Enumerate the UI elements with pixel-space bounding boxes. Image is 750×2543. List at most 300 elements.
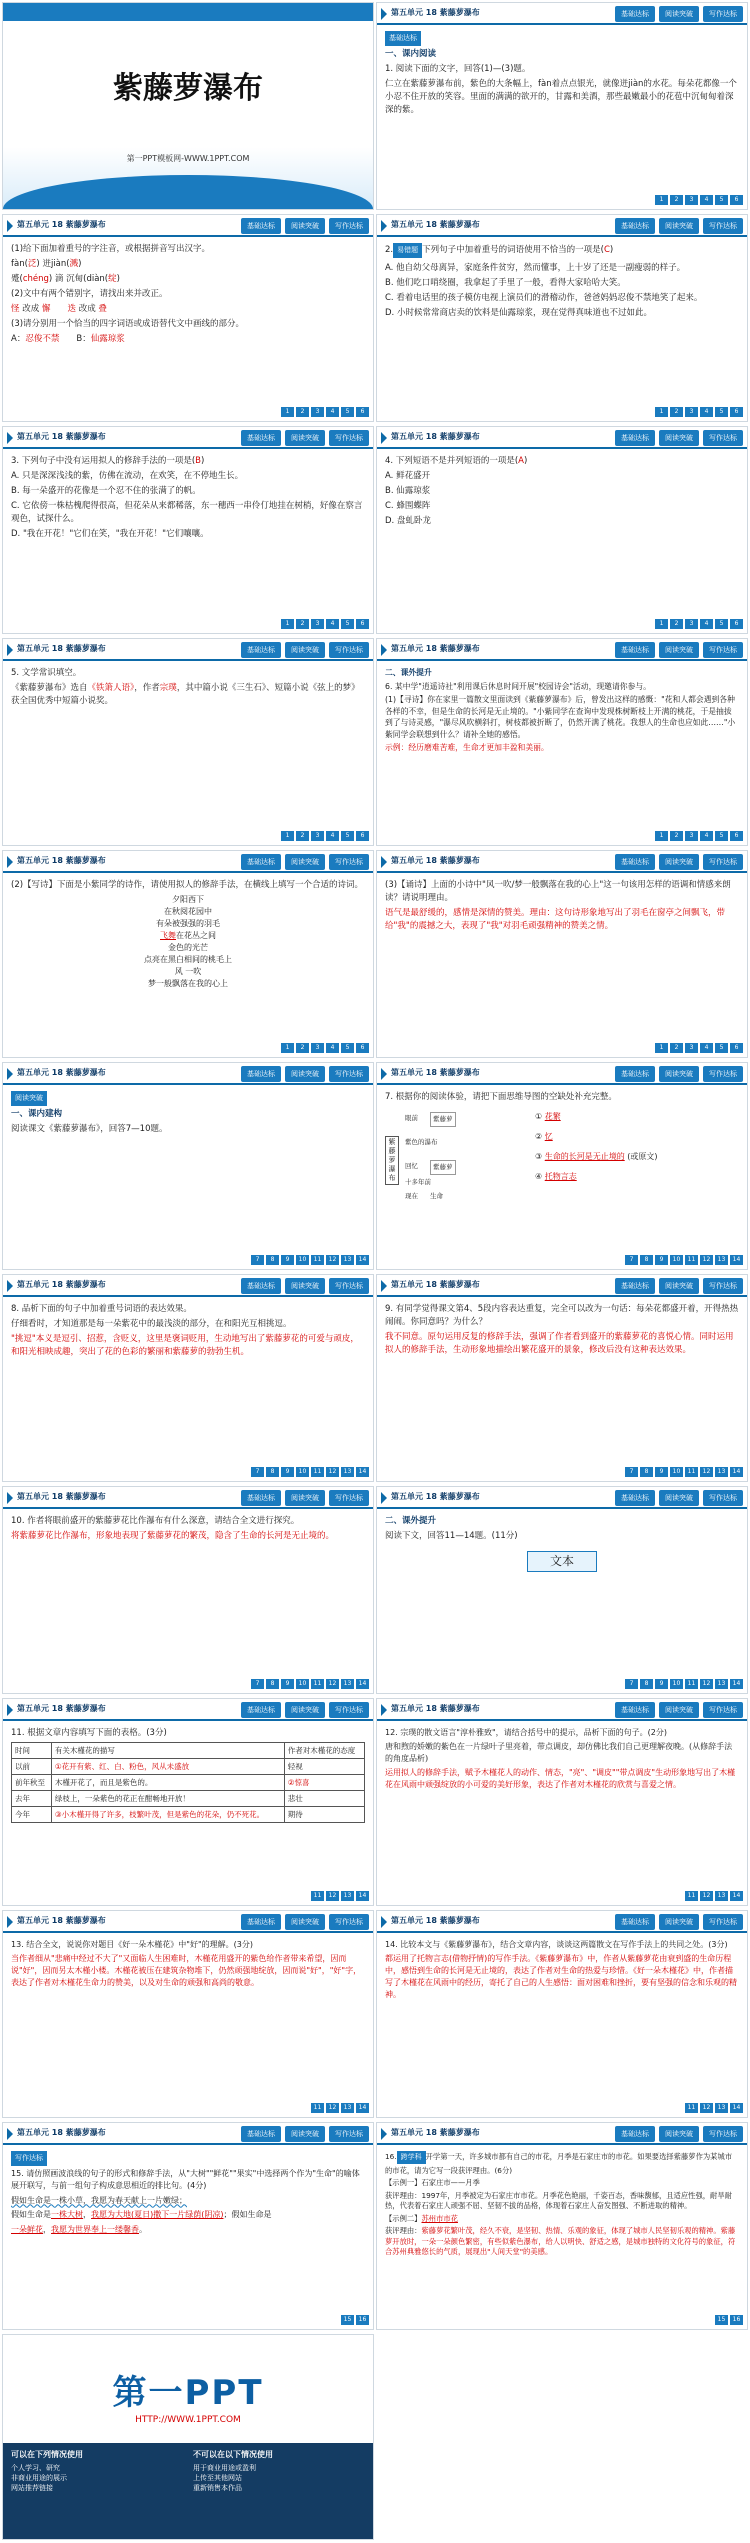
slide-header xyxy=(377,639,747,661)
page-link[interactable]: 4 xyxy=(326,619,339,629)
page-link[interactable]: 14 xyxy=(356,1891,369,1901)
page-link[interactable]: 12 xyxy=(326,1679,339,1689)
question-stem: 3. 下列句子中没有运用拟人的修辞手法的一项是(B) xyxy=(11,456,205,466)
answer-line: A：忍俊不禁 B：仙露琼浆 xyxy=(11,334,125,344)
page-link[interactable]: 9 xyxy=(655,1467,668,1477)
page-link[interactable]: 5 xyxy=(715,1043,728,1053)
page-link[interactable]: 8 xyxy=(266,1679,279,1689)
page-link[interactable]: 11 xyxy=(685,1467,698,1477)
page-link[interactable]: 12 xyxy=(700,1255,713,1265)
reading-button[interactable]: 阅读突破 xyxy=(659,854,699,870)
slide-9[interactable] xyxy=(2,850,374,1058)
answer: 泛 xyxy=(27,259,37,269)
slide-5[interactable] xyxy=(2,426,374,634)
slide-15[interactable] xyxy=(2,1486,374,1694)
page-link[interactable]: 2 xyxy=(296,619,309,629)
page-link[interactable]: 12 xyxy=(700,1679,713,1689)
play-icon xyxy=(381,1280,387,1292)
slide-18[interactable] xyxy=(376,1698,748,1906)
page-link[interactable]: 8 xyxy=(640,1255,653,1265)
page-link[interactable]: 9 xyxy=(281,1679,294,1689)
page-link[interactable]: 13 xyxy=(341,1255,354,1265)
slide-cover[interactable] xyxy=(2,2,374,210)
page-link[interactable]: 13 xyxy=(715,2103,728,2113)
page-link[interactable]: 1 xyxy=(281,1043,294,1053)
page-link[interactable]: 1 xyxy=(655,407,668,417)
slide-12[interactable] xyxy=(376,1062,748,1270)
page-link[interactable]: 10 xyxy=(296,1255,309,1265)
page-link[interactable]: 5 xyxy=(341,619,354,629)
page-link[interactable]: 7 xyxy=(251,1255,264,1265)
page-link[interactable]: 7 xyxy=(625,1467,638,1477)
page-link[interactable]: 6 xyxy=(730,195,743,205)
page-link[interactable]: 3 xyxy=(311,1043,324,1053)
page-link[interactable]: 4 xyxy=(700,407,713,417)
answer: 生命的长河是无止境的 xyxy=(544,1152,625,1161)
writing-button[interactable]: 写作达标 xyxy=(703,2126,743,2142)
question: 10. 作者将眼前盛开的紫藤萝花比作瀑布有什么深意，请结合全文进行探究。 xyxy=(11,1516,300,1526)
reading-button[interactable]: 阅读突破 xyxy=(659,1278,699,1294)
writing-button[interactable]: 写作达标 xyxy=(703,430,743,446)
page-link[interactable]: 10 xyxy=(670,1679,683,1689)
page-link[interactable]: 3 xyxy=(311,619,324,629)
page-link[interactable]: 3 xyxy=(685,195,698,205)
page-link[interactable]: 15 xyxy=(715,2315,728,2325)
page-link[interactable]: 10 xyxy=(296,1467,309,1477)
slide-header xyxy=(377,427,747,449)
slide-14[interactable] xyxy=(376,1274,748,1482)
play-icon xyxy=(381,432,387,444)
basic-button[interactable]: 基础达标 xyxy=(615,1914,655,1930)
question: 13. 结合全文，说说你对题目《好一朵木槿花》中"好"的理解。(3分) xyxy=(11,1940,253,1949)
answer: 飞舞 xyxy=(160,931,176,940)
page-link[interactable]: 1 xyxy=(281,831,294,841)
reading-button[interactable]: 阅读突破 xyxy=(659,1702,699,1718)
page-link[interactable]: 12 xyxy=(326,1891,339,1901)
basic-button[interactable]: 基础达标 xyxy=(615,1066,655,1082)
reading-button[interactable]: 阅读突破 xyxy=(659,1490,699,1506)
reading-button[interactable]: 阅读突破 xyxy=(285,218,325,234)
slide-end[interactable] xyxy=(2,2334,374,2540)
writing-button[interactable]: 写作达标 xyxy=(329,642,369,658)
page-link[interactable]: 4 xyxy=(326,831,339,841)
section-tag: 写作达标 xyxy=(11,2151,47,2166)
basic-button[interactable]: 基础达标 xyxy=(615,1490,655,1506)
page-link[interactable]: 9 xyxy=(655,1679,668,1689)
page-link[interactable]: 11 xyxy=(685,1255,698,1265)
page-link[interactable]: 7 xyxy=(251,1467,264,1477)
reading-button[interactable]: 阅读突破 xyxy=(285,1914,325,1930)
page-link[interactable]: 2 xyxy=(670,619,683,629)
basic-button[interactable]: 基础达标 xyxy=(241,642,281,658)
page-link[interactable]: 14 xyxy=(356,1679,369,1689)
reading-button[interactable]: 阅读突破 xyxy=(659,642,699,658)
page-link[interactable]: 2 xyxy=(670,195,683,205)
page-link[interactable]: 10 xyxy=(296,1679,309,1689)
play-icon xyxy=(7,220,13,232)
cover-subtitle: 第一PPT模板网-WWW.1PPT.COM xyxy=(126,154,250,163)
page-link[interactable]: 6 xyxy=(356,1043,369,1053)
page-link[interactable]: 1 xyxy=(281,407,294,417)
header-title: 第五单元 18 紫藤萝瀑布 xyxy=(17,1704,106,1713)
page-link[interactable]: 13 xyxy=(715,1255,728,1265)
slide-header xyxy=(377,1911,747,1933)
table-header: 时间 有关木槿花的描写 作者对木槿花的态度 xyxy=(12,1743,365,1759)
header-title: 第五单元 18 紫藤萝瀑布 xyxy=(17,432,106,441)
reading-button[interactable]: 阅读突破 xyxy=(659,430,699,446)
writing-button[interactable]: 写作达标 xyxy=(703,1702,743,1718)
page-link[interactable]: 13 xyxy=(715,1467,728,1477)
page-link[interactable]: 9 xyxy=(281,1255,294,1265)
question: 5. 文学常识填空。 xyxy=(11,668,82,678)
page-link[interactable]: 10 xyxy=(670,1255,683,1265)
page-link[interactable]: 11 xyxy=(311,1891,324,1901)
page-link[interactable]: 3 xyxy=(685,619,698,629)
writing-button[interactable]: 写作达标 xyxy=(329,1066,369,1082)
slide-17[interactable] xyxy=(2,1698,374,1906)
reading-button[interactable]: 阅读突破 xyxy=(285,1490,325,1506)
map-root: 紫藤萝瀑布 xyxy=(385,1136,399,1185)
page-link[interactable]: 3 xyxy=(685,407,698,417)
reading-button[interactable]: 阅读突破 xyxy=(659,2126,699,2142)
slide-header xyxy=(3,1063,373,1085)
answer: 都运用了托物言志(借物抒情)的写作手法。《紫藤萝瀑布》中，作者从紫藤萝花由衰到盛的生命历程中，感悟到生命的长河是无止境的，表达了作者对生命的热爱与珍惜。《好一朵木槿花》中，作者描写了木槿花在风雨中的经历，寄托了自己的人生感悟：面对困难和挫折，要有坚强的信念和乐观的精神。 xyxy=(385,1954,737,1999)
table-row: 去年 绿枝上，一朵紫色的花正在酣畅地开放！ 悲壮 xyxy=(12,1791,365,1807)
page-link[interactable]: 6 xyxy=(730,407,743,417)
writing-button[interactable]: 写作达标 xyxy=(329,854,369,870)
pager xyxy=(655,195,743,205)
answer: 示例：经历磨难苦难，生命才更加丰盈和美丽。 xyxy=(385,743,549,752)
basic-button[interactable]: 基础达标 xyxy=(615,218,655,234)
page-link[interactable]: 8 xyxy=(266,1467,279,1477)
slide-22[interactable] xyxy=(376,2122,748,2330)
play-icon xyxy=(7,1068,13,1080)
play-icon xyxy=(381,644,387,656)
header-title: 第五单元 18 紫藤萝瀑布 xyxy=(17,1916,106,1925)
page-link[interactable]: 14 xyxy=(356,2103,369,2113)
option-d: D. "我在开花！"它们在笑，"我在开花！"它们嚷嚷。 xyxy=(11,529,209,539)
page-link[interactable]: 16 xyxy=(356,2315,369,2325)
page-link[interactable]: 2 xyxy=(296,831,309,841)
usage-denied-title: 不可以在以下情况使用 xyxy=(193,2450,273,2459)
writing-button[interactable]: 写作达标 xyxy=(703,1278,743,1294)
question: 14. 比较本文与《紫藤萝瀑布》，结合文章内容，谈谈这两篇散文在写作手法上的共同之处。(3分) xyxy=(385,1940,728,1949)
basic-button[interactable]: 基础达标 xyxy=(615,2126,655,2142)
slide-16[interactable] xyxy=(376,1486,748,1694)
answer: 获评理由：紫藤萝花繁叶茂，经久不衰，是坚韧、热情、乐观的象征，体现了城市人民坚韧乐观的精神。紫藤萝开放时，一朵一朵颜色繁密，有些似紫色瀑布，给人以明快、舒适之感，是城市独特的文化符号的象征，符合苏州典雅悠长的气质，展现出"人间天堂"的美感。 xyxy=(385,2226,736,2256)
page-link[interactable]: 5 xyxy=(715,407,728,417)
pager xyxy=(251,1255,369,1265)
page-link[interactable]: 11 xyxy=(685,1891,698,1901)
page-link[interactable]: 13 xyxy=(341,1467,354,1477)
page-link[interactable]: 14 xyxy=(730,1679,743,1689)
page-link[interactable]: 12 xyxy=(326,2103,339,2113)
header-title: 第五单元 18 紫藤萝瀑布 xyxy=(391,1916,480,1925)
page-link[interactable]: 14 xyxy=(356,1255,369,1265)
option-c: C. 看着电话里的孩子模仿电视上演员们的滑稽动作，爸爸妈妈忍俊不禁地笑了起来。 xyxy=(385,293,703,303)
page-link[interactable]: 2 xyxy=(670,831,683,841)
question: (3)【诵诗】上面的小诗中"风一吹/梦一般飘落在我的心上"这一句该用怎样的语调和情感来朗读？请说明理由。 xyxy=(385,880,731,903)
page-link[interactable]: 2 xyxy=(670,407,683,417)
page-link[interactable]: 1 xyxy=(655,195,668,205)
slide-header xyxy=(3,1699,373,1721)
pager xyxy=(685,2103,743,2113)
page-link[interactable]: 5 xyxy=(715,619,728,629)
page-link[interactable]: 9 xyxy=(655,1255,668,1265)
question: 8. 品析下面的句子中加着重号词语的表达效果。 xyxy=(11,1304,192,1314)
example-sentence: 假如生命是一株小草，我愿为春天献上一片嫩绿； xyxy=(11,2195,187,2205)
page-link[interactable]: 13 xyxy=(341,1679,354,1689)
page-link[interactable]: 7 xyxy=(625,1255,638,1265)
answer: chéng xyxy=(22,274,49,284)
page-link[interactable]: 11 xyxy=(311,1679,324,1689)
basic-button[interactable]: 基础达标 xyxy=(241,1066,281,1082)
writing-button[interactable]: 写作达标 xyxy=(329,1914,369,1930)
pager xyxy=(281,407,369,417)
writing-button[interactable]: 写作达标 xyxy=(703,1490,743,1506)
reading-button[interactable]: 阅读突破 xyxy=(659,6,699,22)
header-title: 第五单元 18 紫藤萝瀑布 xyxy=(391,2128,480,2137)
page-link[interactable]: 11 xyxy=(685,1679,698,1689)
slide-19[interactable] xyxy=(2,1910,374,2118)
page-link[interactable]: 14 xyxy=(356,1467,369,1477)
page-link[interactable]: 11 xyxy=(311,2103,324,2113)
basic-button[interactable]: 基础达标 xyxy=(615,430,655,446)
page-link[interactable]: 6 xyxy=(730,1043,743,1053)
reading-button[interactable]: 阅读突破 xyxy=(285,642,325,658)
page-link[interactable]: 1 xyxy=(655,831,668,841)
instruction: (1)给下面加着重号的字注音，或根据拼音写出汉字。 xyxy=(11,244,211,254)
option-a: A. 鲜花盛开 xyxy=(385,471,431,481)
page-link[interactable]: 15 xyxy=(341,2315,354,2325)
page-link[interactable]: 9 xyxy=(281,1467,294,1477)
slide-header xyxy=(377,1275,747,1297)
basic-button[interactable]: 基础达标 xyxy=(241,1278,281,1294)
page-link[interactable]: 1 xyxy=(655,1043,668,1053)
pager xyxy=(625,1255,743,1265)
question: 16. 跨学科 开学第一天，许多城市都有自己的市花，月季是石家庄市的市花。如果要选择紫藤萝作为某城市的市花，请为它写一段获评理由。(6分) xyxy=(385,2152,733,2175)
page-link[interactable]: 6 xyxy=(730,831,743,841)
slide-8[interactable] xyxy=(376,638,748,846)
writing-button[interactable]: 写作达标 xyxy=(329,2126,369,2142)
page-link[interactable]: 14 xyxy=(730,1467,743,1477)
slide-10[interactable] xyxy=(376,850,748,1058)
reading-button[interactable]: 阅读突破 xyxy=(659,1066,699,1082)
page-link[interactable]: 5 xyxy=(715,831,728,841)
page-link[interactable]: 4 xyxy=(326,407,339,417)
pager xyxy=(655,831,743,841)
header-title: 第五单元 18 紫藤萝瀑布 xyxy=(391,1492,480,1501)
play-icon xyxy=(7,856,13,868)
page-link[interactable]: 13 xyxy=(715,1891,728,1901)
option-c: C. 蜂围蝶阵 xyxy=(385,501,431,511)
page-link[interactable]: 12 xyxy=(700,2103,713,2113)
option-d: D. 盘虬卧龙 xyxy=(385,516,431,526)
answer-line: 一朵鲜花，我愿为世界奉上一缕馨香。 xyxy=(11,2224,147,2234)
page-link[interactable]: 7 xyxy=(625,1679,638,1689)
page-link[interactable]: 1 xyxy=(655,619,668,629)
page-link[interactable]: 8 xyxy=(266,1255,279,1265)
basic-button[interactable]: 基础达标 xyxy=(241,218,281,234)
page-link[interactable]: 12 xyxy=(700,1891,713,1901)
reading-button[interactable]: 阅读突破 xyxy=(285,1702,325,1718)
section-heading: 二、课外提升 xyxy=(385,1516,437,1526)
page-link[interactable]: 3 xyxy=(685,1043,698,1053)
answer: 我不同意。原句运用反复的修辞手法，强调了作者看到盛开的紫藤萝花的喜悦心情。同时运用拟人的修辞手法，生动形象地描绘出繁花盛开的景象，修改后没有这种表达效果。 xyxy=(385,1332,734,1355)
page-link[interactable]: 14 xyxy=(730,1255,743,1265)
brand-url[interactable]: HTTP://WWW.1PPT.COM xyxy=(135,2415,241,2425)
slide-6[interactable] xyxy=(376,426,748,634)
slide-21[interactable] xyxy=(2,2122,374,2330)
writing-button[interactable]: 写作达标 xyxy=(703,854,743,870)
page-link[interactable]: 12 xyxy=(326,1255,339,1265)
header-title: 第五单元 18 紫藤萝瀑布 xyxy=(17,856,106,865)
pager xyxy=(281,831,369,841)
instruction: 阅读课文《紫藤萝瀑布》，回答7—10题。 xyxy=(11,1124,168,1134)
page-link[interactable]: 7 xyxy=(251,1679,264,1689)
basic-button[interactable]: 基础达标 xyxy=(615,1278,655,1294)
basic-button[interactable]: 基础达标 xyxy=(615,854,655,870)
reading-button[interactable]: 阅读突破 xyxy=(285,1066,325,1082)
basic-button[interactable]: 基础达标 xyxy=(241,2126,281,2142)
page-link[interactable]: 4 xyxy=(326,1043,339,1053)
page-link[interactable]: 6 xyxy=(730,619,743,629)
play-icon xyxy=(7,644,13,656)
slide-13[interactable] xyxy=(2,1274,374,1482)
slide-header xyxy=(3,215,373,237)
basic-button[interactable]: 基础达标 xyxy=(241,854,281,870)
question: 7. 根据你的阅读体验，请把下面思维导图的空缺处补充完整。 xyxy=(385,1092,617,1102)
page-link[interactable]: 12 xyxy=(326,1467,339,1477)
page-link[interactable]: 2 xyxy=(670,1043,683,1053)
fill-line: 《紫藤萝瀑布》选自《铁箫人语》，作者宗璞，其中篇小说《三生石》、短篇小说《弦上的梦》获全国优秀中短篇小说奖。 xyxy=(11,683,360,706)
page-link[interactable]: 2 xyxy=(296,1043,309,1053)
slide-header xyxy=(3,851,373,873)
page-link[interactable]: 10 xyxy=(670,1467,683,1477)
slide-header xyxy=(377,1699,747,1721)
basic-button[interactable]: 基础达标 xyxy=(615,1702,655,1718)
pager xyxy=(655,1043,743,1053)
slide-header xyxy=(377,851,747,873)
page-link[interactable]: 4 xyxy=(700,195,713,205)
page-link[interactable]: 1 xyxy=(281,619,294,629)
page-link[interactable]: 11 xyxy=(311,1467,324,1477)
basic-button[interactable]: 基础达标 xyxy=(615,6,655,22)
writing-button[interactable]: 写作达标 xyxy=(703,1914,743,1930)
pager xyxy=(625,1467,743,1477)
writing-button[interactable]: 写作达标 xyxy=(329,430,369,446)
page-link[interactable]: 2 xyxy=(296,407,309,417)
reading-button[interactable]: 阅读突破 xyxy=(285,2126,325,2142)
reading-button[interactable]: 阅读突破 xyxy=(285,430,325,446)
quote: 仔细看时，才知道那是每一朵紫花中的最浅淡的部分，在和阳光互相挑逗。 xyxy=(11,1319,292,1329)
page-link[interactable]: 8 xyxy=(640,1467,653,1477)
slide-4[interactable] xyxy=(376,214,748,422)
page-link[interactable]: 11 xyxy=(685,2103,698,2113)
page-link[interactable]: 3 xyxy=(685,831,698,841)
page-link[interactable]: 11 xyxy=(311,1255,324,1265)
page-link[interactable]: 5 xyxy=(341,831,354,841)
slide-20[interactable] xyxy=(376,1910,748,2118)
page-link[interactable]: 6 xyxy=(356,831,369,841)
page-link[interactable]: 6 xyxy=(356,619,369,629)
play-icon xyxy=(381,1068,387,1080)
slide-3[interactable] xyxy=(2,214,374,422)
basic-button[interactable]: 基础达标 xyxy=(241,1914,281,1930)
cover-wave xyxy=(3,175,373,209)
slide-header xyxy=(377,215,747,237)
play-icon xyxy=(381,220,387,232)
page-link[interactable]: 8 xyxy=(640,1679,653,1689)
play-icon xyxy=(7,1916,13,1928)
writing-button[interactable]: 写作达标 xyxy=(329,1702,369,1718)
writing-button[interactable]: 写作达标 xyxy=(329,1278,369,1294)
slide-2[interactable] xyxy=(376,2,748,210)
page-link[interactable]: 4 xyxy=(700,619,713,629)
page-link[interactable]: 12 xyxy=(700,1467,713,1477)
play-icon xyxy=(7,1280,13,1292)
slide-header xyxy=(377,2123,747,2145)
slide-7[interactable] xyxy=(2,638,374,846)
section-heading: 一、课内阅读 xyxy=(385,49,437,59)
writing-button[interactable]: 写作达标 xyxy=(703,642,743,658)
section-heading: 一、课内建构 xyxy=(11,1109,63,1119)
pager xyxy=(625,1679,743,1689)
writing-button[interactable]: 写作达标 xyxy=(703,1066,743,1082)
cover-top-bar xyxy=(3,3,373,21)
page-link[interactable]: 16 xyxy=(730,2315,743,2325)
writing-button[interactable]: 写作达标 xyxy=(329,218,369,234)
page-link[interactable]: 3 xyxy=(311,831,324,841)
basic-button[interactable]: 基础达标 xyxy=(241,430,281,446)
pager xyxy=(715,2315,743,2325)
page-link[interactable]: 4 xyxy=(700,831,713,841)
answer: 忆 xyxy=(544,1132,553,1141)
page-link[interactable]: 5 xyxy=(341,407,354,417)
usage-allowed-title: 可以在下列情况使用 xyxy=(11,2450,83,2459)
page-link[interactable]: 14 xyxy=(730,1891,743,1901)
page-link[interactable]: 13 xyxy=(341,1891,354,1901)
page-link[interactable]: 4 xyxy=(700,1043,713,1053)
basic-button[interactable]: 基础达标 xyxy=(241,1490,281,1506)
header-title: 第五单元 18 紫藤萝瀑布 xyxy=(17,220,106,229)
page-link[interactable]: 5 xyxy=(341,1043,354,1053)
writing-button[interactable]: 写作达标 xyxy=(329,1490,369,1506)
question-intro: 6. 某中学"逍遥诗社"利用课后休息时间开展"校园诗会"活动，现邀请你参与。 xyxy=(385,681,651,691)
play-icon xyxy=(381,1704,387,1716)
page-link[interactable]: 6 xyxy=(356,407,369,417)
section-tag: 阅读突破 xyxy=(11,1091,47,1106)
option-c: C. 它依傍一株枯槐爬得很高，但花朵从来都稀落，东一穗西一串伶仃地挂在树梢，好像在察言观色，试探什么。 xyxy=(11,501,363,524)
option-a: A. 他自幼父母离异，家庭条件贫穷，然而懂事，上十岁了还是一副瘦弱的样子。 xyxy=(385,263,686,273)
slide-11[interactable] xyxy=(2,1062,374,1270)
page-link[interactable]: 14 xyxy=(730,2103,743,2113)
page-link[interactable]: 13 xyxy=(341,2103,354,2113)
page-link[interactable]: 5 xyxy=(715,195,728,205)
writing-button[interactable]: 写作达标 xyxy=(703,6,743,22)
page-link[interactable]: 13 xyxy=(715,1679,728,1689)
basic-button[interactable]: 基础达标 xyxy=(615,642,655,658)
writing-button[interactable]: 写作达标 xyxy=(703,218,743,234)
reading-button[interactable]: 阅读突破 xyxy=(659,218,699,234)
reading-button[interactable]: 阅读突破 xyxy=(659,1914,699,1930)
text-button[interactable]: 文本 xyxy=(527,1551,597,1572)
page-link[interactable]: 3 xyxy=(311,407,324,417)
basic-button[interactable]: 基础达标 xyxy=(241,1702,281,1718)
reading-button[interactable]: 阅读突破 xyxy=(285,854,325,870)
reading-button[interactable]: 阅读突破 xyxy=(285,1278,325,1294)
answer: 花繁 xyxy=(544,1112,561,1121)
